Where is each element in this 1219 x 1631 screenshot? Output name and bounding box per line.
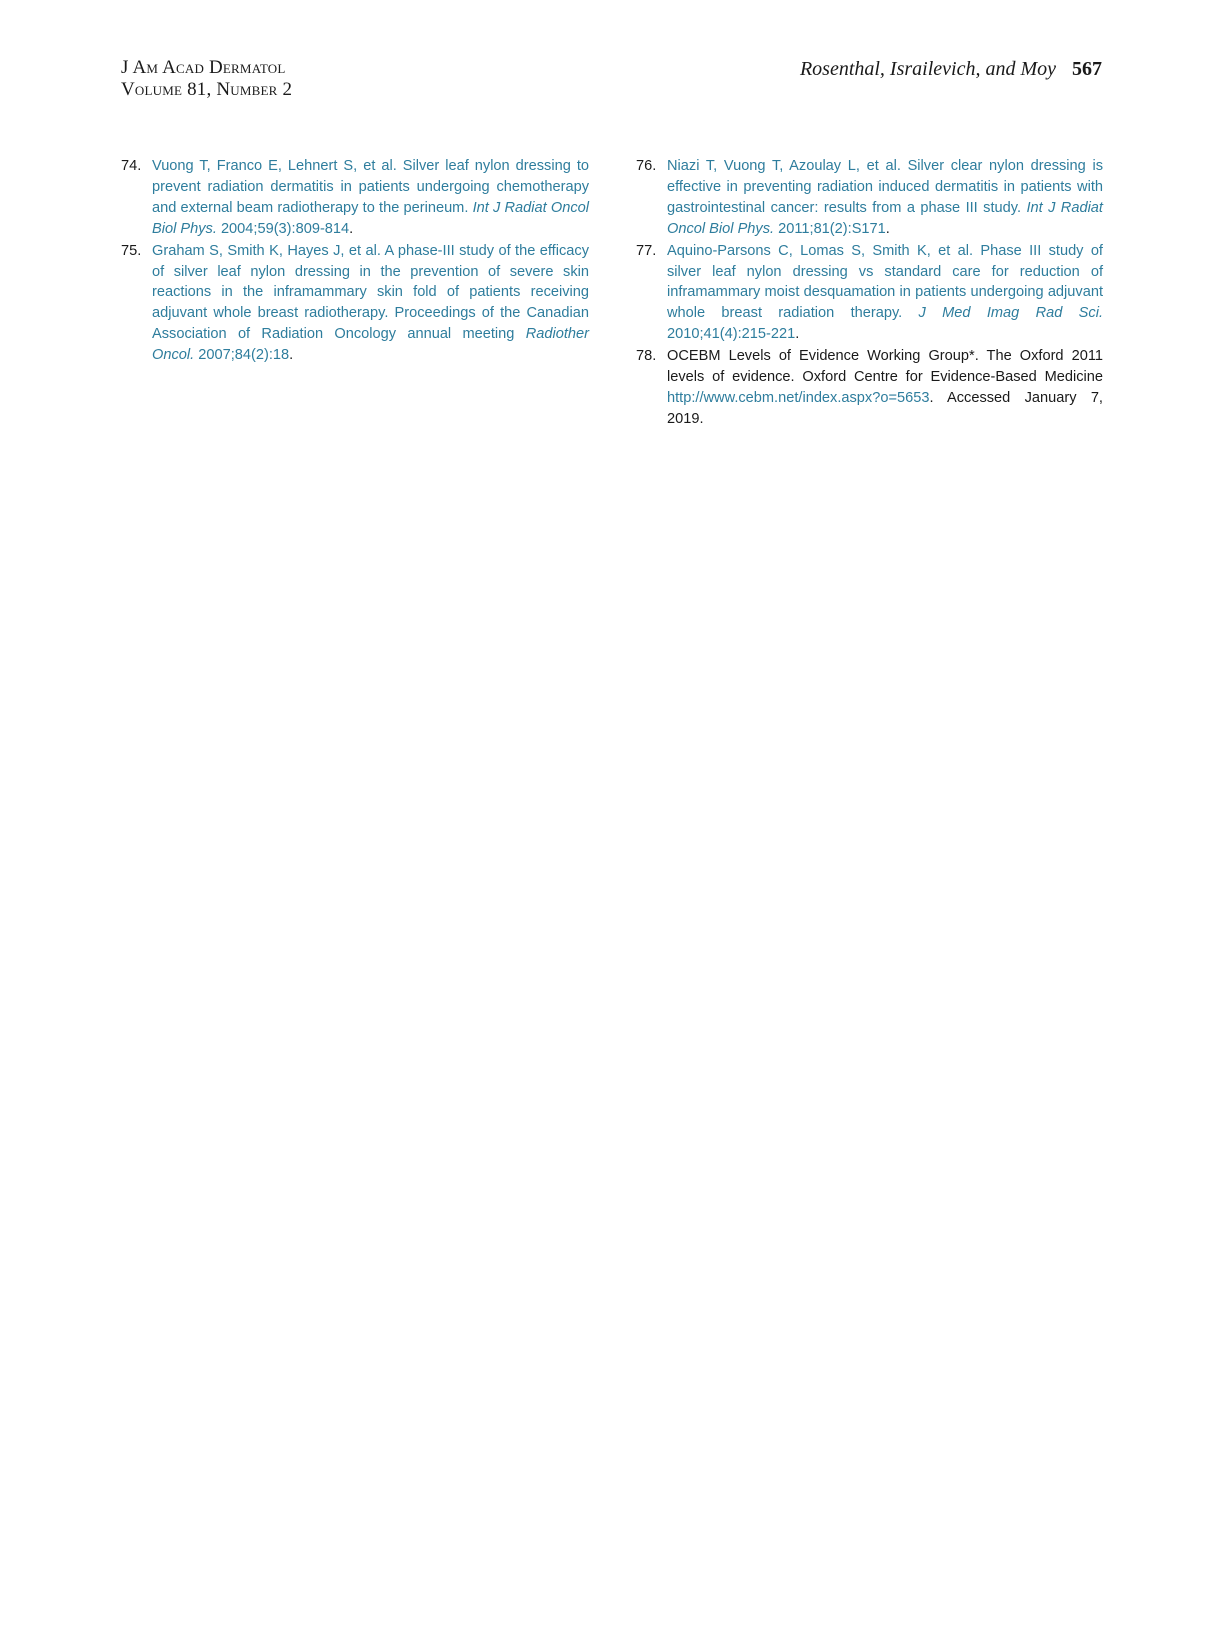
reference-end: .: [885, 220, 890, 237]
reference-journal: Int J Radiat Oncol Biol Phys.: [152, 199, 589, 237]
reference-78: [636, 346, 1103, 430]
reference-journal: J Med Imag Rad Sci.: [918, 305, 1103, 322]
running-authors: Rosenthal, Israilevich, and Moy: [799, 58, 1056, 80]
reference-number: 74.: [121, 158, 142, 174]
journal-running-head: [121, 57, 292, 101]
reference-link[interactable]: [152, 158, 589, 237]
reference-citation: 2011;81(2):S171: [774, 220, 886, 237]
reference-citation: 2007;84(2):18: [194, 347, 290, 364]
reference-number: 78.: [636, 348, 657, 365]
reference-link[interactable]: [667, 243, 1103, 343]
reference-citation: 2010;41(4):215-221: [667, 326, 796, 343]
reference-journal: Radiother Oncol.: [152, 326, 589, 364]
page-number: 567: [1072, 58, 1102, 80]
reference-76: [636, 156, 1103, 240]
references-right-column: [636, 156, 1103, 431]
reference-end: . Accessed January 7, 2019.: [667, 389, 1103, 427]
reference-url-link[interactable]: http://www.cebm.net/index.aspx?o=5653: [667, 389, 930, 406]
reference-number: 76.: [636, 158, 657, 174]
reference-text: OCEBM Levels of Evidence Working Group*. The Oxford 2011 levels of evidence. Oxford Centre for Evidence-Based Medicine: [667, 348, 1103, 386]
reference-77: [636, 241, 1103, 346]
reference-number: 77.: [636, 242, 657, 259]
journal-volume: Volume 81, Number 2: [121, 79, 293, 100]
reference-journal: Int J Radiat Oncol Biol Phys.: [667, 199, 1103, 237]
references-left-column: [121, 156, 589, 367]
reference-end: .: [289, 347, 294, 364]
reference-citation: 2004;59(3):809-814: [216, 220, 350, 237]
article-running-head: [800, 57, 1102, 81]
reference-text: Graham S, Smith K, Hayes J, et al. A phase-III study of the efficacy of silver leaf nylon dressing in the prevention of severe skin reactions in the inframammary skin fold of patients receiving adjuvant whole breast radiotherapy. Proceedings of the Canadian Association of Radiation Oncology annual meeting: [152, 242, 589, 343]
reference-text: Niazi T, Vuong T, Azoulay L, et al. Silver clear nylon dressing is effective in preventing radiation induced dermatitis in patients with gastrointestinal cancer: results from a phase III study.: [667, 158, 1103, 216]
reference-75: [121, 241, 589, 366]
journal-name: J Am Acad Dermatol: [121, 57, 286, 78]
reference-text: Vuong T, Franco E, Lehnert S, et al. Silver leaf nylon dressing to prevent radiation dermatitis in patients undergoing chemotherapy and external beam radiotherapy to the perineum.: [152, 158, 589, 216]
reference-74: [121, 156, 589, 240]
reference-end: .: [795, 326, 800, 343]
reference-number: 75.: [121, 242, 142, 259]
reference-end: .: [349, 220, 354, 237]
reference-link[interactable]: [152, 243, 589, 364]
reference-text: Aquino-Parsons C, Lomas S, Smith K, et al. Phase III study of silver leaf nylon dressing vs standard care for reduction of inframammary moist desquamation in patients undergoing adjuvant whole breast radiation therapy.: [667, 242, 1103, 322]
